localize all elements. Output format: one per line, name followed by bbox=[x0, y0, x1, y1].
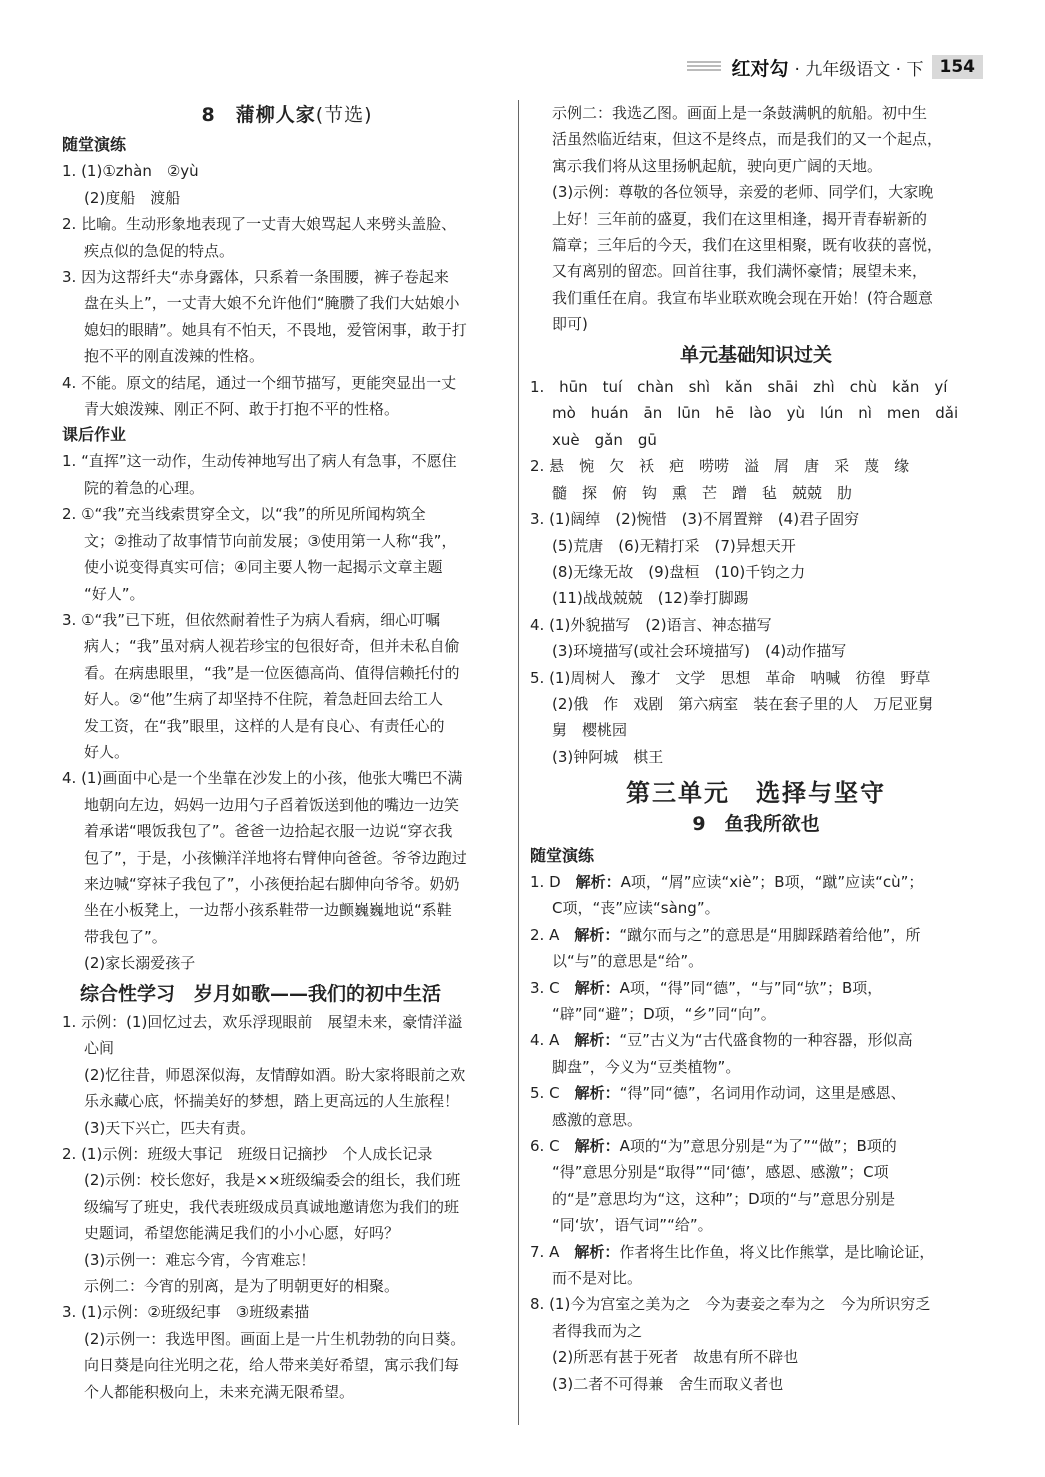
page-number: 154 bbox=[932, 55, 984, 79]
answer-item: 3. C 解析：A项，“得”同“德”，“与”同“欤”；B项， “辟”同“避”；D项，“乡”同“向”。 bbox=[530, 978, 883, 1023]
lesson-8-title: 8 蒲柳人家(节选) bbox=[201, 104, 373, 126]
answer-item: 4. A 解析：“豆”古义为“古代盛食物的一种容器，形似高 脚盘”，今义为“豆类植物”。 bbox=[530, 1031, 913, 1076]
section-heading: 随堂演练 bbox=[62, 135, 127, 155]
answer-item: 1. D 解析：A项，“屑”应读“xiè”；B项，“蹴”应读“cù”； C项，“丧”应读“sàng”。 bbox=[530, 872, 924, 918]
answer-item: 5. (1)周树人 豫才 文学 思想 革命 呐喊 彷徨 野草 (2)俄 作 戏剧 第六病室 装在套子里的人 万尼亚舅 舅 樱桃园 (3)钟阿城 棋王 bbox=[530, 668, 934, 766]
answer-item: 4. (1)画面中心是一个坐靠在沙发上的小孩，他张大嘴巴不满 地朝向左边，妈妈一边用勺子舀着饭送到他的嘴边一边笑 着承诺“喂饭我包了”。爸爸一边拾起衣服一边说“穿衣我 包了”，于是，小孩懒洋洋地将右臂伸向爸爸。爷爷边跑过 来边喊“穿袜子我包了”，小孩便抬起右脚伸向爷爷。奶奶 坐在小板凳上，一边帮小孩系鞋带一边颤巍巍地说“系鞋 带我包了”。 (2)家长溺爱孩子 bbox=[62, 769, 467, 973]
answer-item: 8. (1)今为宫室之美为之 今为妻妾之奉为之 今为所识穷乏 者得我而为之 (2)所恶有甚于死者 故患有所不辟也 (3)二者不可得兼 舍生而取义者也 bbox=[530, 1295, 931, 1393]
answer-item: 3. (1)示例：②班级纪事 ③班级素描 (2)示例一：我选甲图。画面上是一片生机勃勃的向日葵。 向日葵是向往光明之花，给人带来美好希望，寓示我们每 个人都能积极向上，未来充满无限希望。 bbox=[62, 1303, 466, 1401]
answer-item: 3. ①“我”已下班，但依然耐着性子为病人看病，细心叮嘱 病人；“我”虽对病人视若珍宝的包很好奇，但并未私自偷 看。在病患眼里，“我”是一位医德高尚、值得信赖托付的 好人。②“他”生病了却坚持不住院，着急赶回去给工人 发工资，在“我”眼里，这样的人是有良心、有责任心的 好人。 bbox=[62, 610, 460, 761]
answer-item: 7. A 解析：作者将生比作鱼，将义比作熊掌，是比喻论证， 而不是对比。 bbox=[530, 1242, 935, 1288]
answer-item: 1. (1)①zhàn ②yù (2)度船 渡船 bbox=[62, 162, 199, 207]
answer-item: 示例二：我选乙图。画面上是一条鼓满帆的航船。初中生 活虽然临近结束，但这不是终点，而是我们的又一个起点， 寓示我们将从这里扬帆起航，驶向更广阔的天地。 (3)示例：尊敬的各位领导，亲爱的老师、同学们，大家晚 上好！三年前的盛夏，我们在这里相逢，揭开青春崭新的 篇章；三年后的今天，我们在这里相聚，既有收获的喜悦， 又有离别的留恋。回首往事，我们满怀豪情；展望未来， 我们重任在肩。我宣布毕业联欢晚会现在开始！(符合题意 即可) bbox=[552, 104, 943, 334]
answer-item: 1. hūn tuí chàn shì kǎn shāi zhì chù kǎn yí mò huán ān lūn hē lào yù lún nì men dǎi xuè gǎn gū bbox=[530, 378, 959, 449]
section-heading: 随堂演练 bbox=[530, 845, 595, 865]
answer-item: 2. ①“我”充当线索贯穿全文，以“我”的所见所闻构筑全 文；②推动了故事情节向前发展；③使用第一人称“我”， 使小说变得真实可信；④同主要人物一起揭示文章主题 “好人”。 bbox=[62, 505, 457, 603]
unit-basic-knowledge-title: 单元基础知识过关 bbox=[679, 343, 832, 366]
answer-item: 2. (1)示例：班级大事记 班级日记摘抄 个人成长记录 (2)示例：校长您好，我是××班级编委会的组长，我们班 级编写了班史，我代表班级成员真诚地邀请您为我们的班 史题词，希望您能满足我们的小小心愿，好吗？ (3)示例一：难忘今宵，今宵难忘！ 示例二：今宵的别离，是为了明朝更好的相聚。 bbox=[62, 1145, 461, 1296]
answer-item: 4. 不能。原文的结尾，通过一个细节描写，更能突显出一丈 青大娘泼辣、刚正不阿、敢于打抱不平的性格。 bbox=[62, 373, 457, 419]
answer-item: 3. (1)阔绰 (2)惋惜 (3)不屑置辩 (4)君子固穷 (5)荒唐 (6)无精打采 (7)异想天开 (8)无缘无故 (9)盘桓 (10)千钧之力 (11)战战兢兢 (12)拳打脚踢 bbox=[530, 510, 860, 608]
header-decoration bbox=[687, 61, 721, 73]
answer-item: 2. 比喻。生动形象地表现了一丈青大娘骂起人来劈头盖脸、 疾点似的急促的特点。 bbox=[62, 215, 457, 260]
page-header bbox=[687, 52, 983, 82]
answer-item: 1. 示例：(1)回忆过去，欢乐浮现眼前 展望未来，豪情洋溢 心间 (2)忆往昔，师恩深似海，友情醇如酒。盼大家将眼前之欢 乐永藏心底，怀揣美好的梦想，踏上更高远的人生旅程！ (3)天下兴亡，匹夫有责。 bbox=[62, 1013, 466, 1137]
answer-item: 6. C 解析：A项的“为”意思分别是“为了”“做”；B项的 “得”意思分别是“取得”“同‘德’，感恩、感激”；C项 的“是”意思均为“这，这种”；D项的“与”意思分别是 “同‘欤’，语气词”“给”。 bbox=[530, 1137, 897, 1235]
book-brand: 红对勾 bbox=[731, 57, 789, 80]
section-heading: 课后作业 bbox=[62, 425, 127, 445]
lesson-9-title: 9 鱼我所欲也 bbox=[692, 812, 820, 835]
column-divider bbox=[518, 100, 519, 1425]
answer-item: 5. C 解析：“得”同“德”，名词用作动词，这里是感恩、 感激的意思。 bbox=[530, 1084, 906, 1129]
right-column bbox=[530, 100, 982, 1397]
answer-item: 2. 悬 惋 欠 袄 疤 唠唠 溢 屑 唐 采 蔑 缘 髓 探 俯 钩 熏 芒 蹭 毡 兢兢 肋 bbox=[530, 457, 910, 502]
answer-item: 1. “直挥”这一动作，生动传神地写出了病人有急事，不愿住 院的着急的心理。 bbox=[62, 452, 457, 497]
answer-item: 4. (1)外貌描写 (2)语言、神态描写 (3)环境描写(或社会环境描写) (4)动作描写 bbox=[530, 615, 847, 661]
unit-3-title: 第三单元 选择与坚守 bbox=[626, 779, 886, 808]
left-column bbox=[62, 100, 512, 1405]
book-subtitle: · 九年级语文 · 下 bbox=[794, 59, 924, 80]
answer-item: 2. A 解析：“蹴尔而与之”的意思是“用脚踩踏着给他”，所 以“与”的意思是“给”。 bbox=[530, 925, 921, 971]
comprehensive-study-title: 综合性学习 岁月如歌——我们的初中生活 bbox=[80, 982, 442, 1005]
answer-item: 3. 因为这帮纤夫“赤身露体，只系着一条围腰，裤子卷起来 盘在头上”，一丈青大娘不允许他们“腌臜了我们大姑娘小 媳妇的眼睛”。她具有不怕天，不畏地，爱管闲事，敢于打 抱不平的刚直泼辣的性格。 bbox=[62, 268, 467, 366]
